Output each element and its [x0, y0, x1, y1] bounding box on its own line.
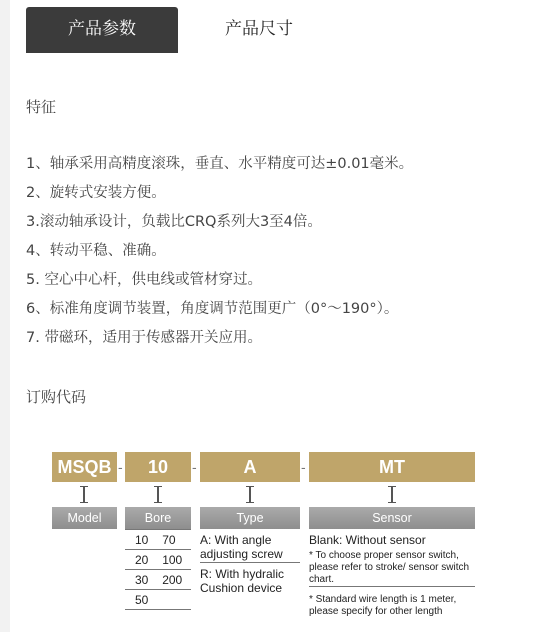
type-option-r: R: With hydralic Cushion device — [200, 567, 285, 595]
type-code-box: A — [200, 452, 300, 482]
tab-bar — [26, 7, 553, 53]
bore-size-cell: 100 — [156, 550, 191, 570]
connector-marker — [246, 486, 254, 503]
sensor-code-box: MT — [309, 452, 475, 482]
separator-dash: - — [192, 459, 197, 475]
connector-marker — [388, 486, 396, 503]
separator-dash: - — [301, 459, 306, 475]
bore-size-cell: 10 — [125, 530, 156, 550]
feature-item: 4、转动平稳、准确。 — [26, 243, 166, 259]
bore-size-cell — [156, 590, 191, 610]
feature-item: 5. 空心中心杆，供电线或管材穿过。 — [26, 272, 262, 288]
separator-dash: - — [118, 459, 123, 475]
sensor-blank-option: Blank: Without sensor — [309, 533, 426, 547]
bore-size-cell: 50 — [125, 590, 156, 610]
feature-item: 3.滚动轴承设计，负载比CRQ系列大3至4倍。 — [26, 214, 322, 230]
feature-item: 6、标准角度调节装置，角度调节范围更广（0°～190°）。 — [26, 301, 399, 317]
tab-product-params[interactable]: 产品参数 — [26, 7, 178, 53]
bore-size-cell: 70 — [156, 530, 191, 550]
ordering-code-heading: 订购代码 — [26, 388, 87, 406]
features-heading: 特征 — [26, 98, 57, 116]
model-code-box: MSQB — [52, 452, 117, 482]
table-row — [125, 530, 191, 550]
bore-label: Bore — [125, 507, 191, 529]
sensor-label: Sensor — [309, 507, 475, 529]
table-row — [125, 570, 191, 590]
feature-item: 7. 带磁环，适用于传感器开关应用。 — [26, 330, 262, 346]
connector-marker — [80, 486, 88, 503]
feature-item: 1、轴承采用高精度滚珠，垂直、水平精度可达±0.01毫米。 — [26, 156, 414, 172]
type-label: Type — [200, 507, 300, 529]
bore-size-table — [125, 529, 191, 610]
model-label: Model — [52, 507, 117, 529]
connector-marker — [154, 486, 162, 503]
ordering-code-diagram — [0, 448, 553, 632]
bore-size-cell: 30 — [125, 570, 156, 590]
type-option-a: A: With angle adjusting screw — [200, 533, 300, 563]
feature-item: 2、旋转式安装方便。 — [26, 185, 166, 201]
table-row — [125, 590, 191, 610]
tab-product-dimensions[interactable]: 产品尺寸 — [225, 19, 293, 39]
sensor-selection-note: * To choose proper sensor switch, please refer to stroke/ sensor switch chart. — [309, 550, 475, 587]
wire-length-note: * Standard wire length is 1 meter, please specify for other length — [309, 594, 457, 617]
bore-size-cell: 20 — [125, 550, 156, 570]
table-row — [125, 550, 191, 570]
bore-code-box: 10 — [125, 452, 191, 482]
bore-size-cell: 200 — [156, 570, 191, 590]
features-list — [26, 154, 413, 357]
